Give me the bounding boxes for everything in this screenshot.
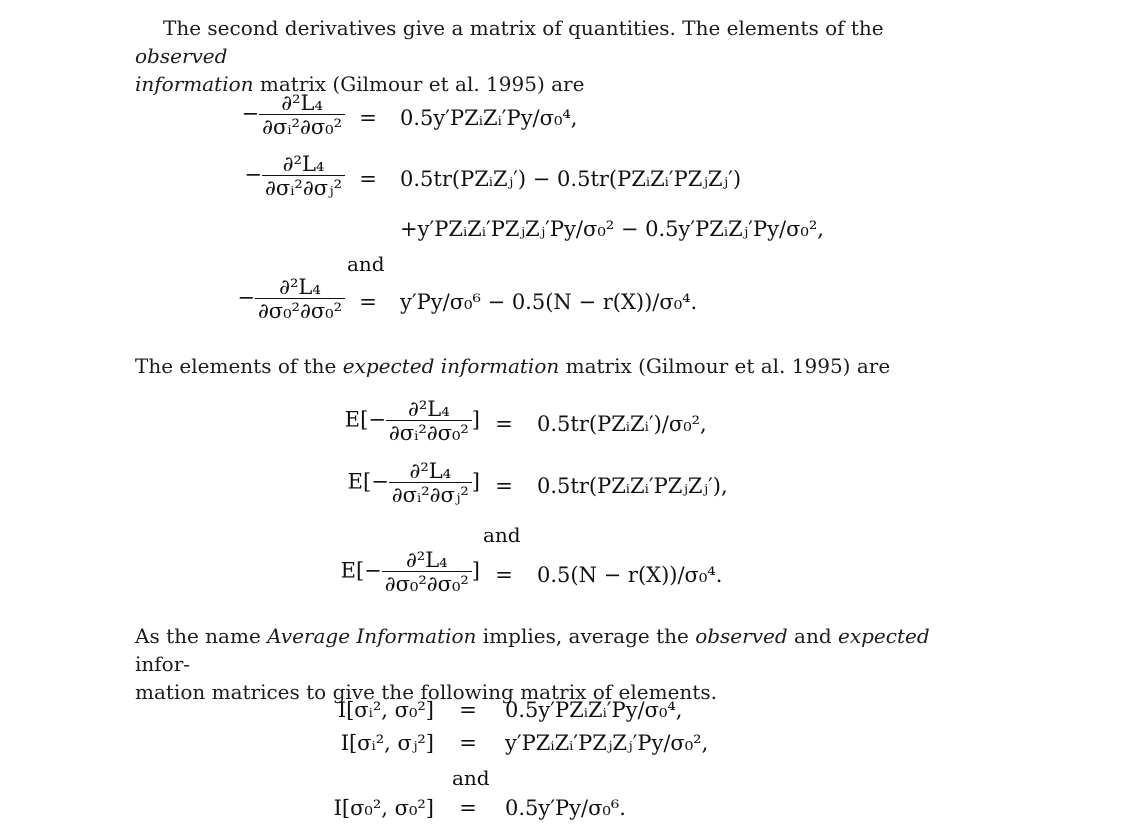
- numerator: ∂²L₄: [405, 548, 448, 572]
- equation-rhs: 0.5y′Py/σ₀⁶.: [505, 796, 626, 820]
- expectation-open: E[−: [340, 558, 382, 583]
- denominator: ∂σᵢ²∂σ₀²: [259, 114, 345, 138]
- equals-sign: =: [359, 167, 377, 191]
- fraction: [259, 92, 345, 138]
- equation-rhs: 0.5tr(PZᵢZᵢ′PZⱼZⱼ′),: [537, 474, 728, 498]
- equation-rhs: 0.5y′PZᵢZᵢ′Py/σ₀⁴,: [505, 698, 683, 722]
- connector-and: and: [452, 766, 490, 790]
- observed-equation-3: [0, 276, 1130, 332]
- connector-and: and: [347, 252, 385, 276]
- text: implies, average the: [476, 624, 696, 648]
- expectation-close: ]: [471, 469, 480, 494]
- equation-rhs: y′PZᵢZᵢ′PZⱼZⱼ′Py/σ₀²,: [505, 731, 709, 755]
- equals-sign: =: [459, 731, 477, 755]
- fraction: [255, 276, 345, 322]
- equation-rhs: 0.5tr(PZᵢZᵢ′)/σ₀²,: [537, 412, 707, 436]
- numerator: ∂²L₄: [281, 91, 323, 115]
- equals-sign: =: [459, 698, 477, 722]
- numerator: ∂²L₄: [408, 397, 450, 421]
- expectation-open: E[−: [347, 469, 389, 494]
- text: matrix (Gilmour et al. 1995) are: [253, 72, 585, 96]
- numerator: ∂²L₄: [282, 152, 325, 176]
- denominator: ∂σᵢ²∂σⱼ²: [262, 175, 345, 199]
- text-italic: information: [135, 72, 254, 96]
- denominator: ∂σ₀²∂σ₀²: [255, 298, 345, 322]
- expectation-close: ]: [471, 558, 480, 583]
- expected-equation-3: [0, 549, 1130, 605]
- equation-rhs-continued: +y′PZᵢZᵢ′PZⱼZⱼ′Py/σ₀² − 0.5y′PZᵢZⱼ′Py/σ₀²,: [400, 217, 824, 241]
- text: The second derivatives give a matrix of quantities. The elements of the: [163, 16, 884, 40]
- text-italic: expected: [837, 624, 930, 648]
- average-equation-1: [0, 698, 1130, 728]
- average-equation-3: [0, 796, 1130, 826]
- equals-sign: =: [495, 563, 513, 587]
- equals-sign: =: [495, 474, 513, 498]
- text-italic: expected information: [342, 354, 560, 378]
- fraction: [382, 549, 472, 595]
- denominator: ∂σᵢ²∂σ₀²: [386, 420, 472, 444]
- paragraph-observed-intro: [135, 14, 965, 98]
- fraction: [389, 460, 472, 506]
- text-italic: observed: [695, 624, 788, 648]
- equation-rhs: y′Py/σ₀⁶ − 0.5(N − r(X))/σ₀⁴.: [400, 290, 698, 314]
- minus-sign: −: [237, 285, 255, 310]
- text: matrix (Gilmour et al. 1995) are: [559, 354, 891, 378]
- text: mation matrices to give the following matrix of elements.: [135, 680, 717, 704]
- equation-rhs: 0.5(N − r(X))/σ₀⁴.: [537, 563, 723, 587]
- numerator: ∂²L₄: [409, 459, 452, 483]
- paragraph-expected-intro: [135, 352, 965, 380]
- fraction: [386, 398, 472, 444]
- expected-equation-2: [0, 460, 1130, 516]
- denominator: ∂σᵢ²∂σⱼ²: [389, 482, 472, 506]
- minus-sign: −: [244, 162, 262, 187]
- text: and: [787, 624, 838, 648]
- paragraph-average-intro: [135, 622, 965, 706]
- equals-sign: =: [359, 290, 377, 314]
- minus-sign: −: [241, 101, 260, 126]
- equation-rhs: 0.5tr(PZᵢZⱼ′) − 0.5tr(PZᵢZᵢ′PZⱼZⱼ′): [400, 167, 742, 191]
- equals-sign: =: [495, 412, 513, 436]
- text: The elements of the: [135, 354, 343, 378]
- expected-equation-1: [0, 398, 1130, 454]
- numerator: ∂²L₄: [279, 275, 321, 299]
- equation-rhs: 0.5y′PZᵢZᵢ′Py/σ₀⁴,: [400, 106, 578, 130]
- average-equation-2: [0, 731, 1130, 761]
- text: As the name: [135, 624, 268, 648]
- connector-and: and: [483, 523, 521, 547]
- denominator: ∂σ₀²∂σ₀²: [382, 571, 472, 595]
- equation-lhs: I[σᵢ², σⱼ²]: [340, 731, 434, 755]
- equation-lhs: I[σᵢ², σ₀²]: [337, 698, 434, 722]
- equals-sign: =: [459, 796, 477, 820]
- equals-sign: =: [359, 106, 377, 130]
- text-italic: Average Information: [267, 624, 477, 648]
- expectation-close: ]: [471, 407, 480, 432]
- expectation-open: E[−: [344, 407, 386, 432]
- equation-lhs: I[σ₀², σ₀²]: [333, 796, 434, 820]
- text-italic: observed: [135, 44, 228, 68]
- observed-equation-2: [0, 153, 1130, 253]
- text: infor-: [135, 652, 191, 676]
- fraction: [262, 153, 345, 199]
- observed-equation-1: [0, 92, 1130, 148]
